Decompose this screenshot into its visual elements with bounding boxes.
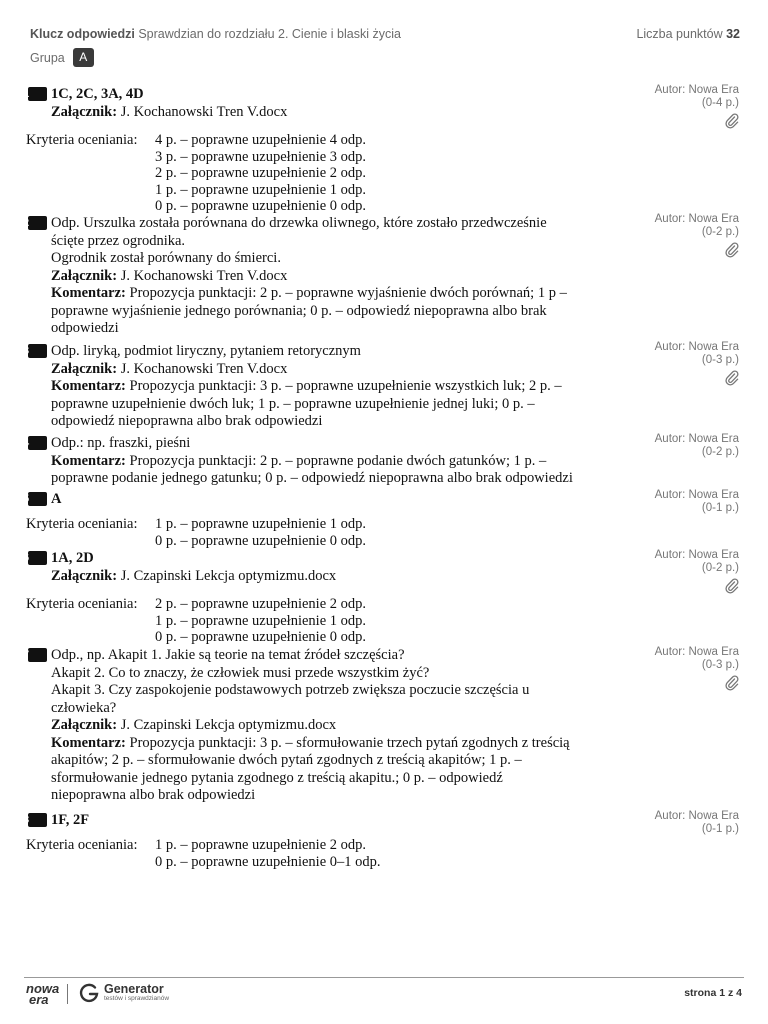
author: Autor: Nowa Era — [654, 549, 739, 561]
logo-separator — [67, 984, 68, 1004]
comment-line: akapitów; 2 p. – sformułowanie dwóch pytań zgodnych z treścią akapitów; 1 p. – — [51, 752, 522, 768]
answer-line: człowieka? — [51, 699, 117, 716]
points-value: 32 — [726, 27, 740, 41]
answer: 1A, 2D — [51, 550, 94, 566]
group-label: Grupa — [30, 50, 65, 65]
author: Autor: Nowa Era — [654, 646, 739, 658]
points: (0-2 p.) — [701, 446, 739, 458]
comment-line: odpowiedź niepoprawna albo brak odpowiedzi — [51, 413, 323, 429]
question-number: 7 — [28, 648, 47, 662]
criteria-line: 3 p. – poprawne uzupełnienie 3 odp. — [155, 148, 367, 165]
page-header — [30, 27, 740, 41]
question-2-meta — [619, 213, 739, 258]
criteria-line: 1 p. – poprawne uzupełnienie 1 odp. — [155, 612, 367, 629]
test-title: Sprawdzian do rozdziału 2. Cienie i blaski życia — [138, 27, 401, 41]
footer-divider — [24, 977, 744, 978]
question-6 — [22, 550, 638, 585]
comment: Komentarz: Propozycja punktacji: 3 p. – sformułowanie trzech pytań zgodnych z treścią — [51, 734, 570, 751]
answer-line: Akapit 3. Czy zaspokojenie podstawowych potrzeb zwiększa poczucie szczęścia u — [51, 682, 530, 698]
comment-line: poprawne uzupełnienie dwóch luk; 1 p. – poprawne uzupełnienie jednej luki; 0 p. – — [51, 395, 535, 412]
criteria-line: 0 p. – poprawne uzupełnienie 0 odp. — [155, 532, 367, 549]
points: (0-2 p.) — [701, 226, 739, 238]
doc-type: Klucz odpowiedzi — [30, 27, 135, 41]
criteria-label: Kryteria oceniania: — [26, 132, 138, 148]
paperclip-icon[interactable] — [725, 675, 739, 691]
answer: Odp.: np. fraszki, pieśni — [51, 435, 191, 451]
author: Autor: Nowa Era — [654, 213, 739, 225]
criteria-line: 1 p. – poprawne uzupełnienie 1 odp. — [155, 181, 367, 198]
group-row — [30, 48, 94, 67]
answer: A — [51, 491, 62, 507]
comment-line: poprawne podanie jednego gatunku; 0 p. – odpowiedź niepoprawna albo brak odpowiedzi — [51, 470, 573, 486]
question-6-meta — [619, 549, 739, 594]
criteria-line: 0 p. – poprawne uzupełnienie 0–1 odp. — [155, 853, 381, 870]
generator-subtitle: testów i sprawdzianów — [104, 995, 170, 1002]
criteria-line: 1 p. – poprawne uzupełnienie 1 odp. — [155, 516, 367, 532]
question-4 — [22, 435, 638, 488]
points-label: Liczba punktów — [636, 27, 723, 41]
question-4-meta — [619, 433, 739, 459]
paperclip-icon[interactable] — [725, 242, 739, 258]
author: Autor: Nowa Era — [654, 84, 739, 96]
answer: Odp. liryką, podmiot liryczny, pytaniem retorycznym — [51, 343, 361, 359]
question-number: 5 — [28, 492, 47, 506]
criteria-line: 4 p. – poprawne uzupełnienie 4 odp. — [155, 132, 367, 148]
attachment: Załącznik: J. Czapinski Lekcja optymizmu.docx — [51, 567, 337, 584]
attachment: Załącznik: J. Kochanowski Tren V.docx — [51, 360, 288, 377]
question-number: 4 — [28, 436, 47, 450]
comment-line: sformułowanie jednego pytania zgodnego z treścią akapitu.; 0 p. – odpowiedź — [51, 769, 503, 786]
generator-title: Generator — [104, 982, 164, 996]
question-2 — [22, 215, 638, 338]
paperclip-icon[interactable] — [725, 370, 739, 386]
comment-line: odpowiedzi — [51, 320, 119, 336]
nowa-era-logo: nowa era — [26, 981, 60, 1007]
answer: 1C, 2C, 3A, 4D — [51, 86, 144, 102]
page-number: strona 1 z 4 — [684, 987, 742, 999]
paperclip-icon[interactable] — [725, 113, 739, 129]
author: Autor: Nowa Era — [654, 489, 739, 501]
question-number: 2 — [28, 216, 47, 230]
criteria-line: 2 p. – poprawne uzupełnienie 2 odp. — [155, 596, 367, 612]
question-8 — [22, 812, 638, 830]
attachment: Załącznik: J. Kochanowski Tren V.docx — [51, 103, 288, 120]
points: (0-4 p.) — [701, 97, 739, 109]
paperclip-icon[interactable] — [725, 578, 739, 594]
answer-line: Ogrodnik został porównany do śmierci. — [51, 250, 281, 266]
points: (0-3 p.) — [701, 659, 739, 671]
question-7-meta — [619, 646, 739, 691]
generator-logo — [78, 982, 169, 1004]
comment-line: niepoprawna albo brak odpowiedzi — [51, 787, 256, 803]
author: Autor: Nowa Era — [654, 433, 739, 445]
criteria-label: Kryteria oceniania: — [26, 596, 138, 612]
attachment: Załącznik: J. Kochanowski Tren V.docx — [51, 267, 288, 284]
points: (0-3 p.) — [701, 354, 739, 366]
comment: Komentarz: Propozycja punktacji: 3 p. – poprawne uzupełnienie wszystkich luk; 2 p. – — [51, 378, 562, 394]
question-1-meta — [619, 84, 739, 129]
author: Autor: Nowa Era — [654, 810, 739, 822]
author: Autor: Nowa Era — [654, 341, 739, 353]
answer-line: ścięte przez ogrodnika. — [51, 232, 186, 249]
attachment: Załącznik: J. Czapinski Lekcja optymizmu.docx — [51, 717, 337, 733]
comment: Komentarz: Propozycja punktacji: 2 p. – poprawne podanie dwóch gatunków; 1 p. – — [51, 452, 547, 469]
question-number: 3 — [28, 344, 47, 358]
points: (0-1 p.) — [701, 502, 739, 514]
answer: 1F, 2F — [51, 812, 90, 828]
question-5 — [22, 491, 638, 509]
question-1 — [22, 86, 638, 121]
question-3-meta — [619, 341, 739, 386]
question-number: 6 — [28, 551, 47, 565]
criteria-line: 2 p. – poprawne uzupełnienie 2 odp. — [155, 165, 367, 181]
question-8-meta — [619, 810, 739, 836]
points: (0-1 p.) — [701, 823, 739, 835]
question-3 — [22, 343, 638, 431]
points: (0-2 p.) — [701, 562, 739, 574]
question-number: 8 — [28, 813, 47, 827]
criteria-line: 0 p. – poprawne uzupełnienie 0 odp. — [155, 198, 367, 214]
generator-g-icon — [78, 982, 100, 1004]
comment: Komentarz: Propozycja punktacji: 2 p. – poprawne wyjaśnienie dwóch porównań; 1 p – — [51, 285, 567, 301]
criteria-line: 0 p. – poprawne uzupełnienie 0 odp. — [155, 629, 367, 645]
answer-line: Akapit 2. Co to znaczy, że człowiek musi przede wszystkim żyć? — [51, 664, 430, 681]
answer-line: Odp. Urszulka została porównana do drzewka oliwnego, które zostało przedwcześnie — [51, 215, 547, 231]
criteria-line: 1 p. – poprawne uzupełnienie 2 odp. — [155, 837, 367, 853]
question-number: 1 — [28, 87, 47, 101]
criteria-label: Kryteria oceniania: — [26, 516, 138, 532]
question-5-meta — [619, 489, 739, 515]
question-7 — [22, 647, 638, 805]
comment-line: poprawne wyjaśnienie jednego porównania; 0 p. – odpowiedź niepoprawna albo brak — [51, 302, 547, 319]
group-badge: A — [73, 48, 94, 67]
criteria-label: Kryteria oceniania: — [26, 837, 138, 853]
points-total — [636, 27, 740, 41]
answer-line: Odp., np. Akapit 1. Jakie są teorie na temat źródeł szczęścia? — [51, 647, 405, 663]
